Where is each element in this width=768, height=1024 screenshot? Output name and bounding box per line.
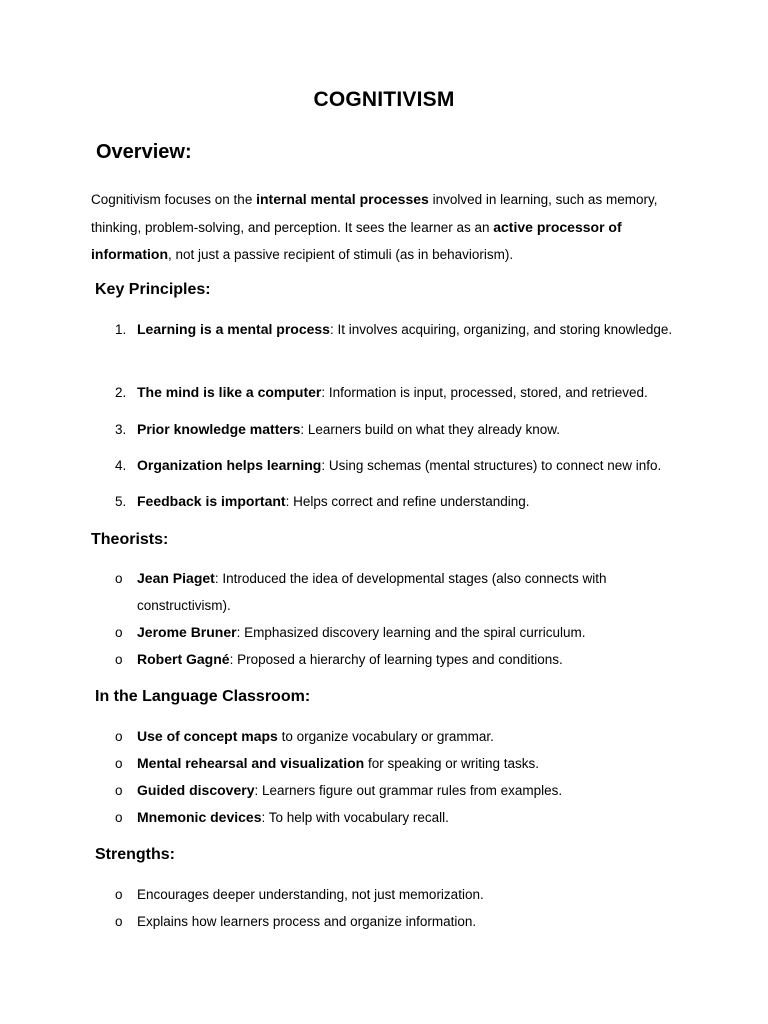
key-principles-heading: Key Principles: <box>95 281 211 298</box>
list-number: 2. <box>115 385 127 400</box>
list-item-bold: The mind is like a computer <box>137 384 322 400</box>
list-number: 5. <box>115 494 127 509</box>
list-item-bold: Prior knowledge matters <box>137 421 301 437</box>
list-item-bold: Feedback is important <box>137 493 286 509</box>
list-item-text <box>137 777 677 804</box>
overview-heading: Overview: <box>96 141 192 163</box>
list-item-rest: : Introduced the idea of developmental stages (also connects with constructivism). <box>137 571 607 613</box>
bullet-marker: o <box>115 625 123 640</box>
list-item-bold: Organization helps learning <box>137 457 322 473</box>
bullet-marker: o <box>115 652 123 667</box>
list-item-rest: : To help with vocabulary recall. <box>261 810 449 825</box>
list-item-rest: Explains how learners process and organize information. <box>137 914 477 929</box>
list-item-bold: Robert Gagné <box>137 651 230 667</box>
overview-text-3: , not just a passive recipient of stimuli (as in behaviorism). <box>168 247 514 262</box>
list-item-bold: Learning is a mental process <box>137 321 330 337</box>
overview-text-1: Cognitivism focuses on the <box>91 192 257 207</box>
strengths-heading: Strengths: <box>95 846 175 863</box>
list-item-rest: : It involves acquiring, organizing, and storing knowledge. <box>329 322 673 337</box>
list-item-text <box>137 619 677 646</box>
list-item-rest: Encourages deeper understanding, not just memorization. <box>137 887 484 902</box>
bullet-marker: o <box>115 756 123 771</box>
list-item-bold: Use of concept maps <box>137 728 278 744</box>
bullet-marker: o <box>115 729 123 744</box>
language-classroom-heading: In the Language Classroom: <box>95 688 311 705</box>
document-title: COGNITIVISM <box>313 88 455 111</box>
list-item-bold: Jean Piaget <box>137 570 215 586</box>
list-item-text <box>137 565 637 619</box>
list-item-rest: : Proposed a hierarchy of learning types and conditions. <box>229 652 563 667</box>
list-number: 3. <box>115 422 127 437</box>
list-item-text <box>137 416 697 443</box>
overview-bold-1: internal mental processes <box>256 191 429 207</box>
list-item-rest: : Learners build on what they already know. <box>300 422 561 437</box>
list-item-rest: : Emphasized discovery learning and the spiral curriculum. <box>236 625 586 640</box>
list-item-text <box>137 488 697 515</box>
list-item-text <box>137 316 677 343</box>
list-item-bold: Mnemonic devices <box>137 809 262 825</box>
list-item-rest: for speaking or writing tasks. <box>364 756 540 771</box>
bullet-marker: o <box>115 914 123 929</box>
bullet-marker: o <box>115 887 123 902</box>
list-item-bold: Mental rehearsal and visualization <box>137 755 365 771</box>
theorists-heading: Theorists: <box>91 531 169 548</box>
list-item-text <box>137 379 697 406</box>
list-item-text <box>137 881 677 908</box>
list-item-text <box>137 723 677 750</box>
bullet-marker: o <box>115 810 123 825</box>
list-item-text <box>137 646 677 673</box>
list-item-rest: : Helps correct and refine understanding. <box>285 494 530 509</box>
list-item-bold: Jerome Bruner <box>137 624 237 640</box>
list-item-text <box>137 750 677 777</box>
list-item-rest: : Using schemas (mental structures) to connect new info. <box>321 458 662 473</box>
list-number: 4. <box>115 458 127 473</box>
list-item-rest: to organize vocabulary or grammar. <box>277 729 494 744</box>
list-item-rest: : Learners figure out grammar rules from examples. <box>254 783 563 798</box>
list-item-bold: Guided discovery <box>137 782 255 798</box>
list-number: 1. <box>115 322 127 337</box>
list-item-text <box>137 452 707 479</box>
overview-bold-2: active processor of information <box>91 218 622 262</box>
list-item-text <box>137 908 677 935</box>
bullet-marker: o <box>115 783 123 798</box>
list-item-rest: : Information is input, processed, stored, and retrieved. <box>321 385 648 400</box>
overview-paragraph <box>91 186 681 269</box>
list-item-text <box>137 804 677 831</box>
bullet-marker: o <box>115 571 123 586</box>
overview-text-2: involved in learning, such as memory, thinking, problem-solving, and perception. It sees the learner as an <box>91 192 658 235</box>
